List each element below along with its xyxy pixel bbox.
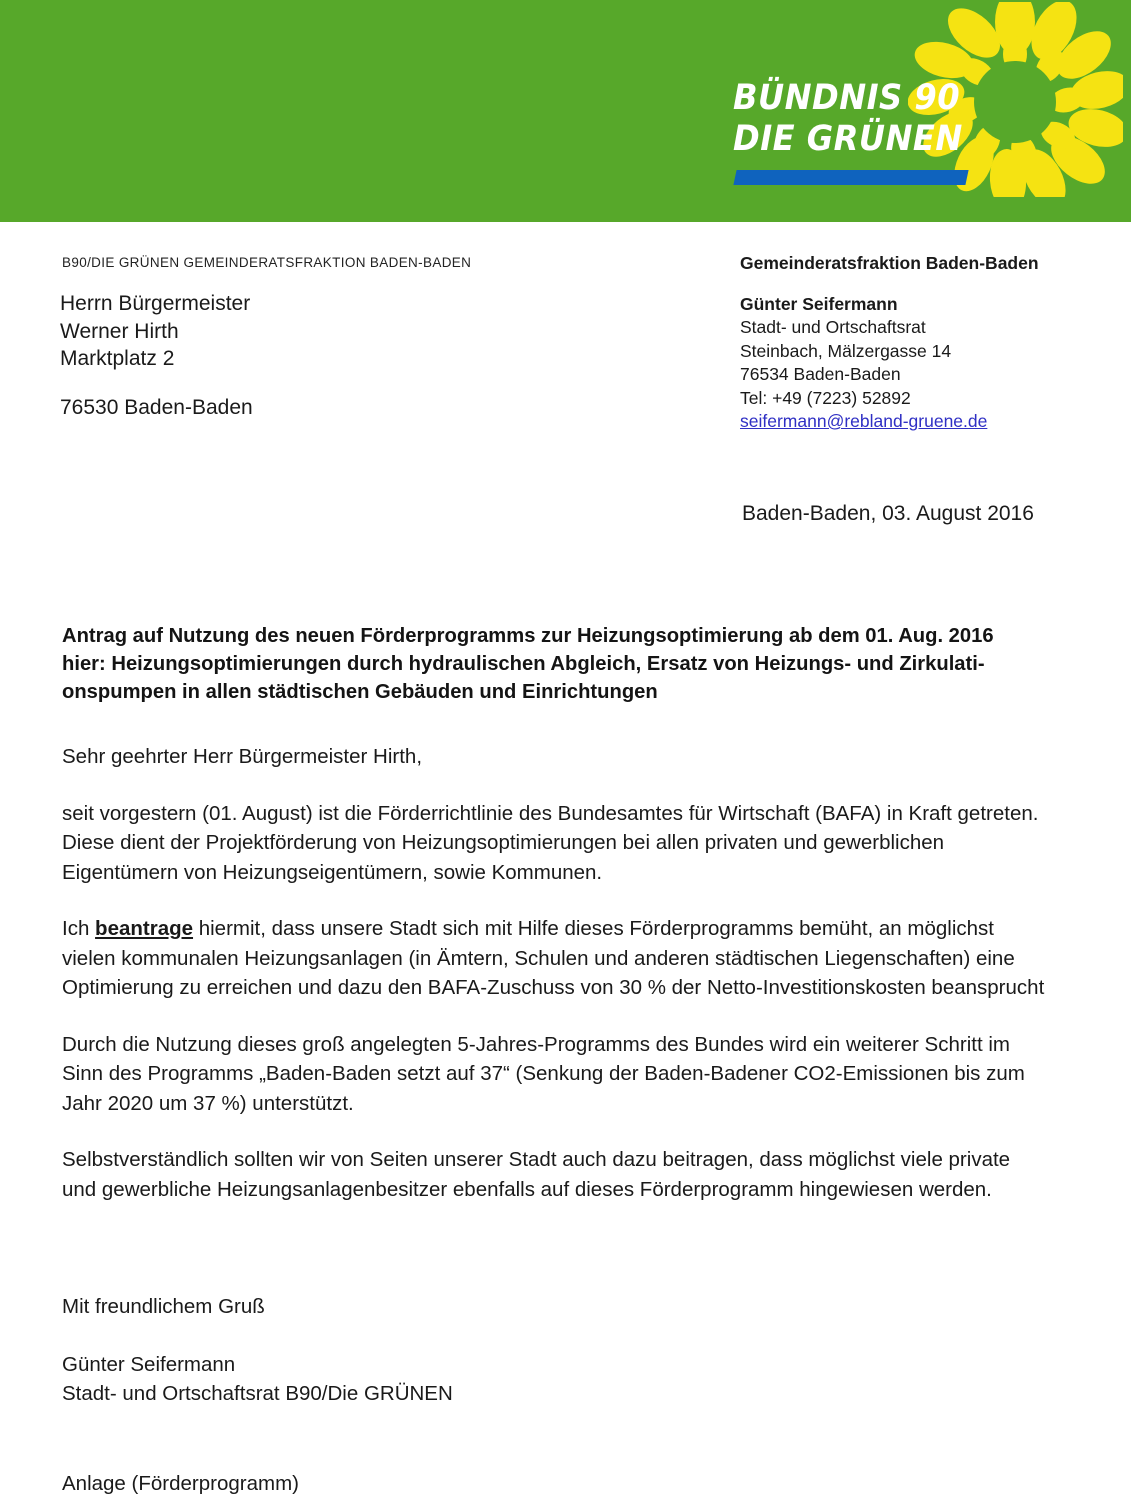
paragraph-1: seit vorgestern (01. August) ist die Förderrichtlinie des Bundesamtes für Wirtschaft (BAFA) in Kraft getreten. Diese dient der Projektförderung von Heizungsoptimierungen bei allen privaten und gewerblichen Eigentümern von Heizungseigentümern, sowie Kommunen. <box>62 801 1039 884</box>
recipient-line-3: Marktplatz 2 <box>60 347 175 370</box>
recipient-address <box>60 290 253 421</box>
closing-spacer <box>62 1321 453 1350</box>
paragraph-2-emphasis: beantrage <box>95 917 194 940</box>
recipient-spacer <box>60 373 253 394</box>
header-band <box>0 0 1131 222</box>
salutation: Sehr geehrter Herr Bürgermeister Hirth, <box>62 745 423 768</box>
letter-body <box>62 742 1047 1231</box>
sender-city: 76534 Baden-Baden <box>740 364 901 384</box>
attachment-note: Anlage (Förderprogramm) <box>62 1472 299 1495</box>
recipient-line-1: Herrn Bürgermeister <box>60 292 251 315</box>
date-line: Baden-Baden, 03. August 2016 <box>742 502 1034 525</box>
paragraph-2-rest: hiermit, dass unsere Stadt sich mit Hilfe dieses Förderprogramms bemüht, an möglichst vielen kommunalen Heizungsanlagen (in Ämtern, Schulen und anderen städtischen Liegenschaften) eine Optimierung zu erreichen und dazu den BAFA-Zuschuss von 30 % der Netto-Investitionskosten beansprucht <box>62 917 1045 999</box>
subject-line-1: Antrag auf Nutzung des neuen Förderprogramms zur Heizungsoptimierung ab dem 01. Aug. 2016 <box>62 624 994 647</box>
return-address-line: B90/DIE GRÜNEN GEMEINDERATSFRAKTION BADEN-BADEN <box>62 255 472 270</box>
sender-street: Steinbach, Mälzergasse 14 <box>740 340 952 361</box>
closing-block <box>62 1292 453 1408</box>
sender-phone: Tel: +49 (7223) 52892 <box>740 387 911 408</box>
sender-email-link[interactable]: seifermann@rebland-gruene.de <box>740 411 988 431</box>
subject-line-3: onspumpen in allen städtischen Gebäuden und Einrichtungen <box>62 680 658 703</box>
party-logo <box>723 0 1123 222</box>
paragraph-2 <box>62 914 1047 1003</box>
subject-line-2: hier: Heizungsoptimierungen durch hydraulischen Abgleich, Ersatz von Heizungs- und Zirkulati- <box>62 652 985 675</box>
paragraph-4: Selbstverständlich sollten wir von Seiten unserer Stadt auch dazu beitragen, dass möglichst viele private und gewerbliche Heizungsanlagenbesitzer ebenfalls auf dieses Förderprogramm hingewiesen werden. <box>62 1148 1011 1201</box>
signature-name: Günter Seifermann <box>62 1353 236 1376</box>
paragraph-3: Durch die Nutzung dieses groß angelegten 5-Jahres-Programms des Bundes wird ein weiterer Schritt im Sinn des Programms „Baden-Baden setzt auf 37“ (Senkung der Baden-Badener CO2-Emissionen bis zum Jahr 2020 um 37 %) unterstützt. <box>62 1032 1025 1115</box>
sender-fraktion: Gemeinderatsfraktion Baden-Baden <box>740 253 1039 273</box>
sender-name: Günter Seifermann <box>740 293 898 314</box>
logo-wordmark <box>733 78 995 160</box>
recipient-line-4: 76530 Baden-Baden <box>60 395 253 419</box>
recipient-line-2: Werner Hirth <box>60 319 179 343</box>
sender-role: Stadt- und Ortschaftsrat <box>740 317 926 337</box>
paragraph-2-prefix: Ich <box>62 917 96 940</box>
sender-spacer <box>740 276 1039 293</box>
closing-greeting: Mit freundlichem Gruß <box>62 1295 265 1318</box>
sender-address-block <box>740 252 1039 434</box>
signature-role: Stadt- und Ortschaftsrat B90/Die GRÜNEN <box>62 1382 453 1405</box>
logo-blue-bar <box>733 170 968 185</box>
logo-line-2: DIE GRÜNEN <box>733 119 963 159</box>
subject-block <box>62 622 1037 706</box>
logo-line-1: BÜNDNIS 90 <box>733 78 961 118</box>
